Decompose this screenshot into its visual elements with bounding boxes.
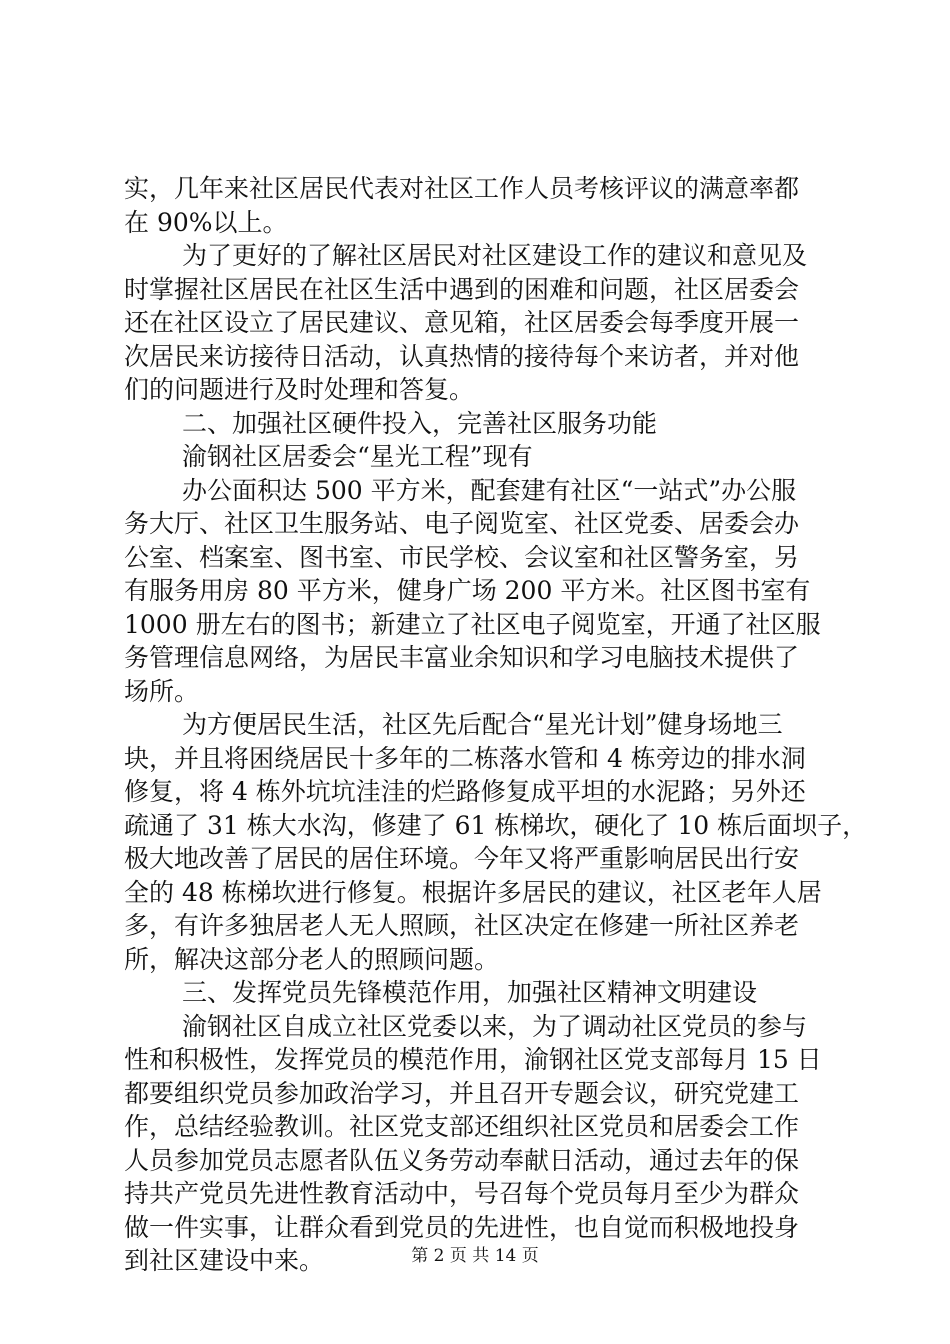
text-line: 持共产党员先进性教育活动中，号召每个党员每月至少为群众: [124, 1179, 800, 1208]
text-line: 多，有许多独居老人无人照顾，社区决定在修建一所社区养老: [124, 911, 800, 940]
text-line: 们的问题进行及时处理和答复。: [124, 375, 475, 404]
text-line: 公室、档案室、图书室、市民学校、会议室和社区警务室，另: [124, 542, 800, 572]
text-line: 到社区建设中来。: [124, 1246, 325, 1275]
section-heading-2: 二、加强社区硬件投入，完善社区服务功能: [182, 408, 658, 438]
text-line: 全的 48 栋梯坎进行修复。根据许多居民的建议，社区老年人居: [124, 877, 822, 907]
text-line: 性和积极性，发挥党员的模范作用，渝钢社区党支部每月 15 日: [124, 1045, 822, 1074]
text-line: 修复，将 4 栋外坑坑洼洼的烂路修复成平坦的水泥路；另外还: [124, 777, 806, 806]
paragraph-start-line: 渝钢社区居委会“星光工程”现有: [182, 442, 533, 471]
paragraph-start-line: 渝钢社区自成立社区党委以来，为了调动社区党员的参与: [182, 1011, 808, 1041]
paragraph-start-line: 为方便居民生活，社区先后配合“星光计划”健身场地三: [182, 710, 783, 739]
text-line: 时掌握社区居民在社区生活中遇到的困难和问题，社区居委会: [124, 274, 800, 304]
text-line: 所，解决这部分老人的照顾问题。: [124, 944, 500, 974]
text-line: 在 90%以上。: [124, 207, 288, 237]
text-line: 都要组织党员参加政治学习，并且召开专题会议，研究党建工: [124, 1078, 800, 1108]
paragraph-start-line: 为了更好的了解社区居民对社区建设工作的建议和意见及: [182, 241, 808, 270]
text-line: 次居民来访接待日活动，认真热情的接待每个来访者，并对他: [124, 341, 800, 371]
paragraph-start-line: 办公面积达 500 平方米，配套建有社区“一站式”办公服: [182, 475, 797, 505]
text-line: 实，几年来社区居民代表对社区工作人员考核评议的满意率都: [124, 174, 800, 203]
page-number-footer: 第 2 页 共 14 页: [411, 1246, 539, 1266]
text-line: 场所。: [124, 676, 200, 706]
text-line: 有服务用房 80 平方米，健身广场 200 平方米。社区图书室有: [124, 576, 811, 605]
text-line: 还在社区设立了居民建议、意见箱，社区居委会每季度开展一: [124, 308, 800, 337]
text-line: 疏通了 31 栋大水沟，修建了 61 栋梯坎，硬化了 10 栋后面坝子，: [124, 810, 868, 840]
text-line: 人员参加党员志愿者队伍义务劳动奉献日活动，通过去年的保: [124, 1145, 800, 1175]
text-line: 作，总结经验教训。社区党支部还组织社区党员和居委会工作: [124, 1112, 800, 1141]
document-body: [124, 172, 868, 1278]
text-line: 1000 册左右的图书；新建立了社区电子阅览室，开通了社区服: [124, 609, 821, 639]
text-line: 做一件实事，让群众看到党员的先进性，也自觉而积极地投身: [124, 1212, 800, 1242]
section-heading-3: 三、发挥党员先锋模范作用，加强社区精神文明建设: [182, 978, 758, 1007]
text-line: 极大地改善了居民的居住环境。今年又将严重影响居民出行安: [124, 844, 800, 873]
text-line: 务大厅、社区卫生服务站、电子阅览室、社区党委、居委会办: [124, 509, 800, 538]
text-line: 务管理信息网络，为居民丰富业余知识和学习电脑技术提供了: [124, 643, 800, 672]
text-line: 块，并且将困绕居民十多年的二栋落水管和 4 栋旁边的排水洞: [124, 743, 806, 773]
